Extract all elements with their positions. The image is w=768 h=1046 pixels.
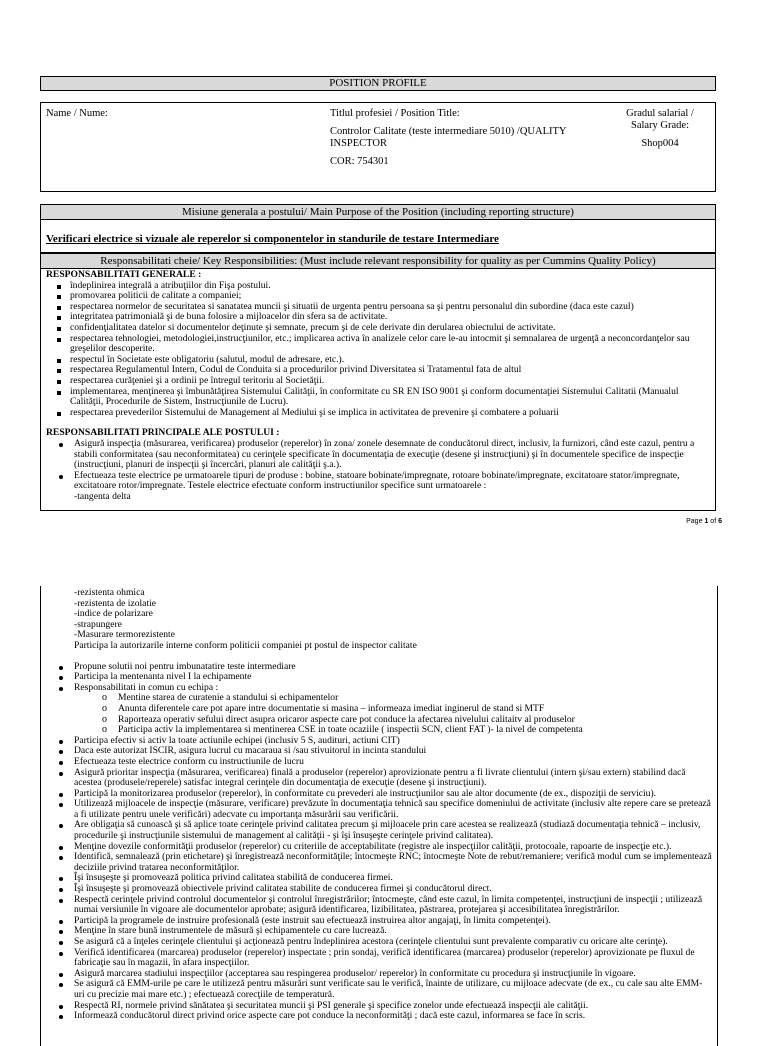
position-profile-title: POSITION PROFILE — [329, 77, 427, 89]
responsibilities-content — [46, 270, 712, 502]
list-item: Respectă cerinţele privind controlul documentelor şi controlul înregistrărilor; întocmeşte, când este cazul, în limita competenţei, instrucţiuni de inspecţii ; utilizează numai versiunile în vigoare ale documentelor aprobate; asigură identificarea, lizibilitatea, păstrarea, protejarea şi accesibilitatea înregistrărilor. — [46, 895, 712, 916]
list-item: respectarea tehnologiei, metodologiei,instrucţiunilor, etc.; implicarea activa în analizele celor care le-au intocmit şi semnalarea de urgenţă a neconcordanţelor sau greşelilor descoperite. — [46, 334, 712, 355]
general-responsibilities-list — [46, 281, 712, 419]
team-responsibilities-list — [46, 693, 712, 735]
list-item: Îşi însuşeşte şi promovează obiectivele privind calitatea stabilite de conducerea firmei şi conducătorul direct. — [46, 884, 712, 895]
page2-list-b — [46, 736, 712, 1022]
test-item: -Masurare termorezistente — [74, 629, 175, 641]
responsibilities-header-text: Responsabilitati cheie/ Key Responsibilities: (Must include relevant responsibility for quality as per Cummins Quality Policy) — [100, 255, 656, 267]
page-footer — [686, 518, 722, 525]
page-total: 6 — [718, 518, 722, 525]
info-box — [40, 102, 716, 192]
list-item: Asigură marcarea stadiului inspecţiilor (acceptarea sau respingerea produselor/ reperelor) în conformitate cu procedura şi instrucţiunile în vigoare. — [46, 969, 712, 980]
list-item: Asigură inspecţia (măsurarea, verificarea) produselor (reperelor) în zona/ zonele desemnate de conducătorul direct, inclusiv, la furnizori, când este cazul, pentru a stabili conformitatea (sau neconformitatea) cu cerinţele specificate în documentaţia de execuţie (desene şi instrucţiuni) şi în documentele specifice de inspecţie (instrucţiuni, planuri de inspecţii şi încercări, planuri ale calităţii ş.a.). — [46, 439, 712, 471]
list-item: Verifică identificarea (marcarea) produselor (reperelor) inspectate ; prin sondaj, verifică identificarea (marcarea) produselor (reperelor) aprovizionate pe fluxul de fabricaţie sau în magazii, în afara inspecţiilor. — [46, 948, 712, 969]
page-of: of — [710, 518, 717, 525]
list-item: Utilizează mijloacele de inspecţie (măsurare, verificare) prevăzute în documentaţia tehnică sau specifice domeniului de activitate (inclusiv alte repere care se pretează a fi utilizate pentru unele verificări) adecvate cu importanţa măsurării sau verificării. — [46, 799, 712, 820]
page-label: Page — [686, 518, 703, 525]
test-item: -strapungere — [74, 618, 122, 630]
page2-list-a — [46, 662, 712, 694]
list-item: Identifică, semnalează (prin etichetare) şi înregistrează neconformităţile; întocmeşte RNC; întocmeşte Note de rebut/remaniere; verifică modul cum se implementează deciziile privind tratarea neconformităţilor. — [46, 852, 712, 873]
list-item: Îşi însuşeşte şi promovează politica privind calitatea stabilită de conducerea firmei. — [46, 873, 712, 884]
list-item: confidenţialitatea datelor si documentelor deţinute şi semnate, precum şi de cele derivate din derularea obiectului de activitate. — [46, 323, 712, 334]
cor-code: COR: 754301 — [330, 156, 389, 167]
test-item: -rezistenta de izolatie — [74, 597, 157, 609]
list-item: o Raporteaza operativ sefului direct asupra oricaror aspecte care pot conduce la afectarea nivelului calitaitv al produselor — [46, 715, 712, 726]
mission-box — [40, 219, 716, 253]
list-item: respectarea normelor de securitatea si sanatatea muncii şi situatii de urgenta pentru persoana sa şi pentru personalul din subordine (daca este cazul) — [46, 302, 712, 313]
list-item: Informează conducătorul direct privind orice aspecte care pot conduce la neconformităţi ; dacă este cazul, informarea se face în scris. — [46, 1011, 712, 1022]
name-label: Name / Nume: — [46, 108, 108, 119]
list-item: o Anunta diferentele care pot apare intre documentatie si masina – informeaza imediat inginerul de stand si MTF — [46, 704, 712, 715]
list-item: Participa la mentenanta nivel I la echipamente — [46, 672, 712, 683]
list-item: respectarea Regulamentul Intern, Codul de Conduita si a procedurilor privind Diversitatea si Tratamentul fata de altul — [46, 365, 712, 376]
list-item: promovarea politicii de calitate a companiei; — [46, 291, 712, 302]
list-item: implementarea, menţinerea şi îmbunătăţirea Sistemului Calităţii, în conformitate cu SR EN ISO 9001 şi conform documentaţiei Sistemului Calitatii (Manualul Calităţii, Procedurile de Sistem, Instrucţiunile de Lucru). — [46, 387, 712, 408]
list-item: Participă la monitorizarea produselor (reperelor), în conformitate cu prevederi ale instrucţiunilor sau ale altor documente (de ex., dispoziţii de serviciu). — [46, 789, 712, 800]
list-item: Efectueaza teste electrice pe urmatoarele tipuri de produse : bobine, statoare bobinate/impregnate, rotoare bobinate/impregnate, excitatoare stator/impregnate, excitatoare rotor/impregnate. Testele electrice efectuate conform instructiunilor specifice sunt urmatoarele : — [46, 471, 712, 492]
list-item: Menţine în stare bună instrumentele de măsură şi echipamentele cu care lucrează. — [46, 926, 712, 937]
test-item: -tangenta delta — [74, 490, 131, 502]
test-item: -indice de polarizare — [74, 608, 153, 620]
list-item: o Mentine starea de curatenie a standului si echipamentelor — [46, 693, 712, 704]
page-number: 1 — [704, 518, 709, 525]
list-item: Respectă RI, normele privind sănătatea şi securitatea muncii şi PSI generale şi specifice zonelor unde efectuează inspecţii ale calităţii. — [46, 1001, 712, 1012]
responsibilities-box — [40, 268, 716, 511]
salary-grade-value: Shop004 — [641, 138, 679, 149]
list-item: Se asigură că EMM-urile pe care le utilizeză pentru măsurări sunt verificate sau le verifică, înainte de utilizare, cu mijloace adecvate (de ex., cu cale sau alte EMM-uri cu precizie mai mare etc.) ; efectuează corecţiile de temperatură. — [46, 979, 712, 1000]
list-item: îndeplinirea integrală a atribuţiilor din Fişa postului. — [46, 281, 712, 292]
authorization-note: Participa la autorizarile interne conform politicii companiei pt postul de inspector calitate — [74, 639, 417, 651]
list-item: integritatea patrimonială şi de buna folosire a mijloacelor din sfera sa de activitate. — [46, 312, 712, 323]
mission-text: Verificari electrice si vizuale ale reperelor si componentelor in standurile de testare Intermediare — [46, 233, 499, 245]
list-item: o Participa activ la implementarea si mentinerea CSE in toate ocaziile ( inspectii SCN, client FAT )- la nivel de competenta — [46, 725, 712, 736]
list-item: Participa efectiv si activ la toate actiunile echipei (inclusiv 5 S, audituri, actiuni CIT) — [46, 736, 712, 747]
list-item: Menţine dovezile conformităţii produselor (reperelor) cu criteriile de acceptabilitate (registre ale inspecţiilor calităţii, protocoale, rapoarte de inspecţie etc.). — [46, 842, 712, 853]
list-item: Daca este autorizat ISCIR, asigura lucrul cu macaraua si /sau stivuitorul in incinta standului — [46, 746, 712, 757]
page2-content — [46, 588, 712, 1022]
principal-responsibilities-list — [46, 439, 712, 492]
list-item: Efectueaza teste electrice conform cu instructiunile de lucru — [46, 757, 712, 768]
position-title-value: Controlor Calitate (teste intermediare 5010) /QUALITY INSPECTOR — [330, 126, 567, 149]
test-item: -rezistenta ohmica — [74, 587, 145, 598]
list-item: Are obligaţia să cunoască şi să aplice toate cerinţele privind calitatea precum şi mijloacele prin care acestea se realizează (studiază documentaţia tehnică – inclusiv, procedurile şi instrucţiunile sistemului de management al calităţii - şi îşi însuşeşte cerinţele privind calitatea). — [46, 820, 712, 841]
general-responsibilities-title: RESPONSABILITATI GENERALE : — [46, 269, 202, 280]
position-title-label: Titlul profesiei / Position Title: — [330, 108, 460, 119]
list-item: respectarea curăţeniei şi a ordinii pe întregul teritoriu al Societăţii. — [46, 376, 712, 387]
salary-grade-label: Gradul salarial / Salary Grade: — [626, 108, 694, 131]
list-item: Propune solutii noi pentru imbunatatire teste intermediare — [46, 662, 712, 673]
list-item: Responsabilitati in comun cu echipa : — [46, 683, 712, 694]
responsibilities-header — [40, 253, 716, 269]
position-profile-header — [40, 76, 716, 91]
mission-header-text: Misiune generala a postului/ Main Purpose of the Position (including reporting structure) — [182, 206, 574, 218]
list-item: respectul în Societate este obligatoriu (salutul, modul de adresare, etc.). — [46, 355, 712, 366]
list-item: Se asigură că a înţeles cerinţele clientului şi acţionează pentru îndeplinirea acestora (cerinţele clientului sunt prevalente comparativ cu oricare alte cerinţe). — [46, 937, 712, 948]
mission-header — [40, 204, 716, 220]
list-item: Participă la programele de instruire profesională (este instruit sau efectuează instruirea altor angajaţi, în limita competenţei). — [46, 916, 712, 927]
list-item: respectarea prevederilor Sistemului de Management al Mediului şi se implica in activitatea de prevenire şi combatere a poluarii — [46, 408, 712, 419]
list-item: Asigură prioritar inspecţia (măsurarea, verificarea) finală a produselor (reperelor) aprovizionate pentru a fi livrate clientului (intern şi/sau extern) stabilind dacă acestea (produsele/reperele) satisfac integral cerinţele din documentaţia de execuţie (desene şi instrucţiuni). — [46, 768, 712, 789]
page2-frame — [40, 586, 718, 1046]
principal-responsibilities-title: RESPONSABILITATI PRINCIPALE ALE POSTULUI : — [46, 427, 280, 439]
